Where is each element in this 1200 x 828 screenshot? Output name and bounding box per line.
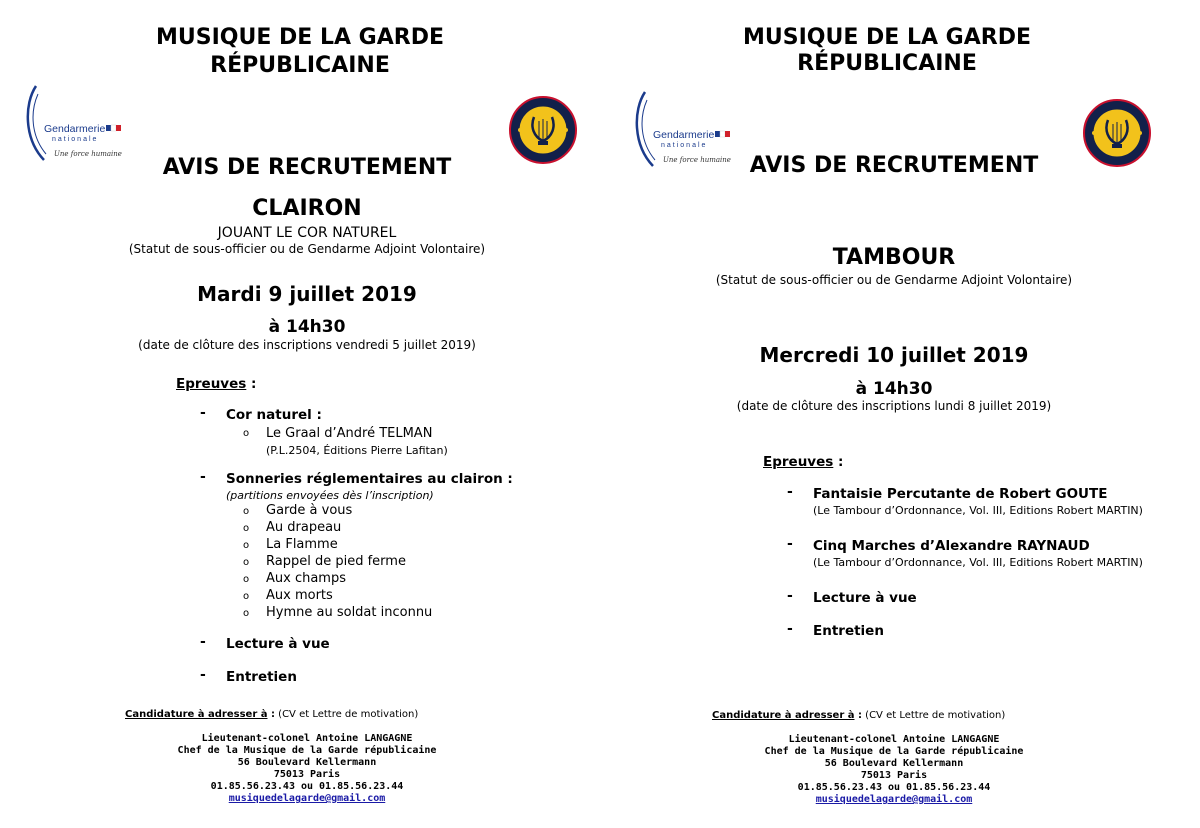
sonnerie-item: La Flamme <box>266 537 338 552</box>
bullet-icon: o <box>243 574 250 585</box>
contact-line: 56 Boulevard Kellermann <box>237 757 377 768</box>
org-title-line2: RÉPUBLICAINE <box>797 51 977 76</box>
statut-line: (Statut de sous-officier ou de Gendarme Adjoint Volontaire) <box>715 273 1073 287</box>
sonnerie-item: Aux champs <box>266 571 346 586</box>
contact-line: 75013 Paris <box>860 770 928 781</box>
cor-piece-ref: (P.L.2504, Éditions Pierre Lafitan) <box>266 444 448 457</box>
item-sonneries: Sonneries réglementaires au clairon : <box>226 471 513 487</box>
exam-time: à 14h30 <box>855 379 933 399</box>
contact-block <box>587 734 1200 806</box>
candidature-colon: : <box>854 710 862 721</box>
epreuves-label: Epreuves <box>763 454 834 470</box>
item-dash: - <box>787 484 793 500</box>
contact-line: 01.85.56.23.43 ou 01.85.56.23.44 <box>210 781 404 792</box>
candidature-line <box>712 710 1005 721</box>
contact-line: 56 Boulevard Kellermann <box>824 758 964 769</box>
bullet-icon: o <box>243 608 250 619</box>
item-dash: - <box>200 667 206 683</box>
item-cinq-marches-ref: (Le Tambour d’Ordonnance, Vol. III, Editions Robert MARTIN) <box>813 556 1143 569</box>
bullet-icon: o <box>243 557 250 568</box>
epreuves-label: Epreuves <box>176 376 247 392</box>
email-link[interactable]: musiquedelagarde@gmail.com <box>228 793 386 804</box>
item-dash: - <box>200 634 206 650</box>
epreuves-colon: : <box>833 454 844 470</box>
contact-line: Chef de la Musique de la Garde républicaine <box>764 746 1024 757</box>
item-lecture: Lecture à vue <box>226 636 330 652</box>
sonnerie-item: Au drapeau <box>266 520 342 535</box>
item-dash: - <box>787 621 793 637</box>
bullet-icon: o <box>243 523 250 534</box>
instrument-title: CLAIRON <box>252 196 362 221</box>
bullet-icon: o <box>243 428 250 439</box>
exam-date: Mardi 9 juillet 2019 <box>197 282 417 306</box>
contact-line: Lieutenant-colonel Antoine LANGAGNE <box>788 734 1000 745</box>
sonneries-note: (partitions envoyées dès l’inscription) <box>226 489 434 502</box>
bullet-icon: o <box>243 506 250 517</box>
gendarmerie-logo <box>22 84 122 164</box>
org-title-line1: MUSIQUE DE LA GARDE <box>742 25 1031 50</box>
item-fantaisie-ref: (Le Tambour d’Ordonnance, Vol. III, Editions Robert MARTIN) <box>813 504 1143 517</box>
epreuves-colon: : <box>246 376 257 392</box>
item-dash: - <box>200 469 206 485</box>
item-entretien: Entretien <box>813 623 884 639</box>
exam-time: à 14h30 <box>268 317 346 337</box>
item-dash: - <box>787 588 793 604</box>
sonnerie-item: Aux morts <box>266 588 333 603</box>
candidature-docs: (CV et Lettre de motivation) <box>861 710 1006 721</box>
contact-line: Chef de la Musique de la Garde républicaine <box>177 745 437 756</box>
item-fantaisie: Fantaisie Percutante de Robert GOUTE <box>813 486 1108 502</box>
exam-date: Mercredi 10 juillet 2019 <box>759 343 1029 367</box>
avis-title: AVIS DE RECRUTEMENT <box>749 153 1039 178</box>
avis-title: AVIS DE RECRUTEMENT <box>162 155 452 180</box>
contact-line: 01.85.56.23.43 ou 01.85.56.23.44 <box>797 782 991 793</box>
candidature-docs: (CV et Lettre de motivation) <box>274 709 419 720</box>
gendarmerie-name: Gendarmerie <box>44 123 106 135</box>
contact-block <box>0 733 614 805</box>
item-entretien: Entretien <box>226 669 297 685</box>
item-dash: - <box>787 536 793 552</box>
email-link[interactable]: musiquedelagarde@gmail.com <box>815 794 973 805</box>
epreuves-heading <box>763 454 843 470</box>
gendarmerie-sub: nationale <box>661 142 708 149</box>
org-title-line2: RÉPUBLICAINE <box>210 53 390 78</box>
epreuves-heading <box>176 376 256 392</box>
closing-date: (date de clôture des inscriptions lundi 8 juillet 2019) <box>736 399 1052 413</box>
gendarmerie-tagline: Une force humaine <box>54 150 122 158</box>
bullet-icon: o <box>243 540 250 551</box>
candidature-label: Candidature à adresser à <box>712 710 855 721</box>
bullet-icon: o <box>243 591 250 602</box>
instrument-subtitle: JOUANT LE COR NATUREL <box>217 225 397 241</box>
cor-piece: Le Graal d’André TELMAN <box>266 426 433 441</box>
candidature-label: Candidature à adresser à <box>125 709 268 720</box>
org-title-line1: MUSIQUE DE LA GARDE <box>155 25 444 50</box>
contact-line: 75013 Paris <box>273 769 341 780</box>
sonnerie-item: Rappel de pied ferme <box>266 554 406 569</box>
contact-line: Lieutenant-colonel Antoine LANGAGNE <box>201 733 413 744</box>
closing-date: (date de clôture des inscriptions vendredi 5 juillet 2019) <box>138 338 476 352</box>
gendarmerie-sub: nationale <box>52 136 99 143</box>
item-cinq-marches: Cinq Marches d’Alexandre RAYNAUD <box>813 538 1090 554</box>
item-lecture: Lecture à vue <box>813 590 917 606</box>
item-cor-naturel: Cor naturel : <box>226 407 322 423</box>
right-poster <box>587 0 1187 828</box>
instrument-title: TAMBOUR <box>832 245 956 270</box>
candidature-colon: : <box>267 709 275 720</box>
item-dash: - <box>200 405 206 421</box>
candidature-line <box>125 709 418 720</box>
statut-line: (Statut de sous-officier ou de Gendarme Adjoint Volontaire) <box>128 242 486 256</box>
gendarmerie-name: Gendarmerie <box>653 129 715 141</box>
gendarmerie-tagline: Une force humaine <box>663 156 731 164</box>
sonnerie-item: Garde à vous <box>266 503 353 518</box>
sonnerie-item: Hymne au soldat inconnu <box>266 605 433 620</box>
